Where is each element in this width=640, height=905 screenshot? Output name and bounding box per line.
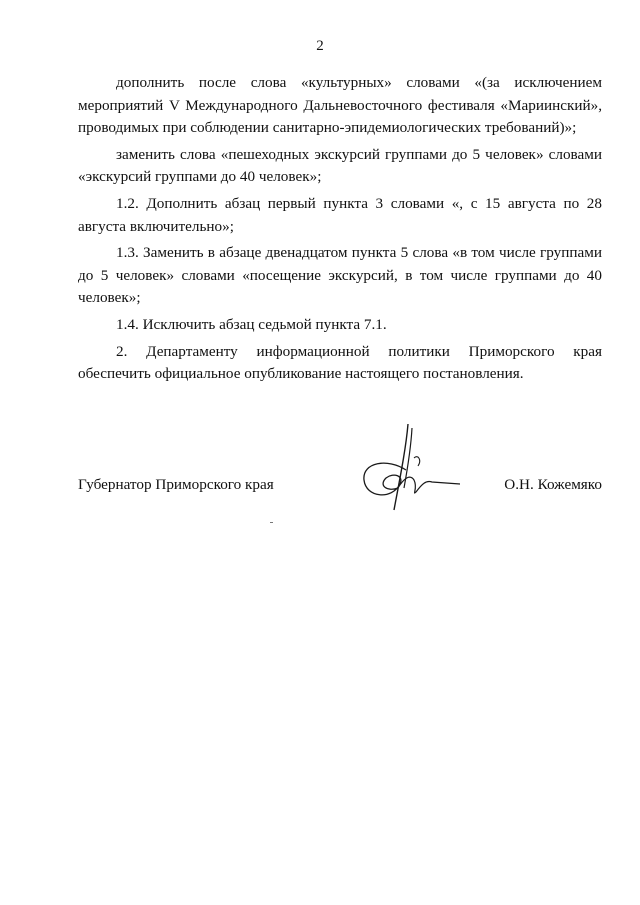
page-number: 2 [316,38,324,54]
paragraph-item-2: 2. Департаменту информационной политики Приморского края обеспечить официальное опубликование настоящего постановления. [78,342,602,383]
scan-speck [270,522,273,523]
signatory-title: Губернатор Приморского края [78,476,274,493]
paragraph-amend-cultural: дополнить после слова «культурных» словами «(за исключением мероприятий V Международного Дальневосточного фестиваля «Мариинский», проводимых при соблюдении санитарно-эпидемиологических требований)»; [78,74,602,137]
signatory-name: О.Н. Кожемяко [504,476,602,493]
paragraph-item-1-3: 1.3. Заменить в абзаце двенадцатом пункта 5 слова «в том числе группами до 5 человек» словами «посещение экскурсий, в том числе группами до 40 человек»; [78,244,602,307]
paragraph-item-1-2: 1.2. Дополнить абзац первый пункта 3 словами «, с 15 августа по 28 августа включительно»; [78,194,602,235]
handwritten-signature-icon [348,418,468,518]
paragraph-item-1-4: 1.4. Исключить абзац седьмой пункта 7.1. [116,315,387,333]
signature-block [78,476,602,506]
paragraph-replace-excursions: заменить слова «пешеходных экскурсий группами до 5 человек» словами «экскурсий группами до 40 человек»; [78,145,602,186]
document-body [78,72,602,390]
